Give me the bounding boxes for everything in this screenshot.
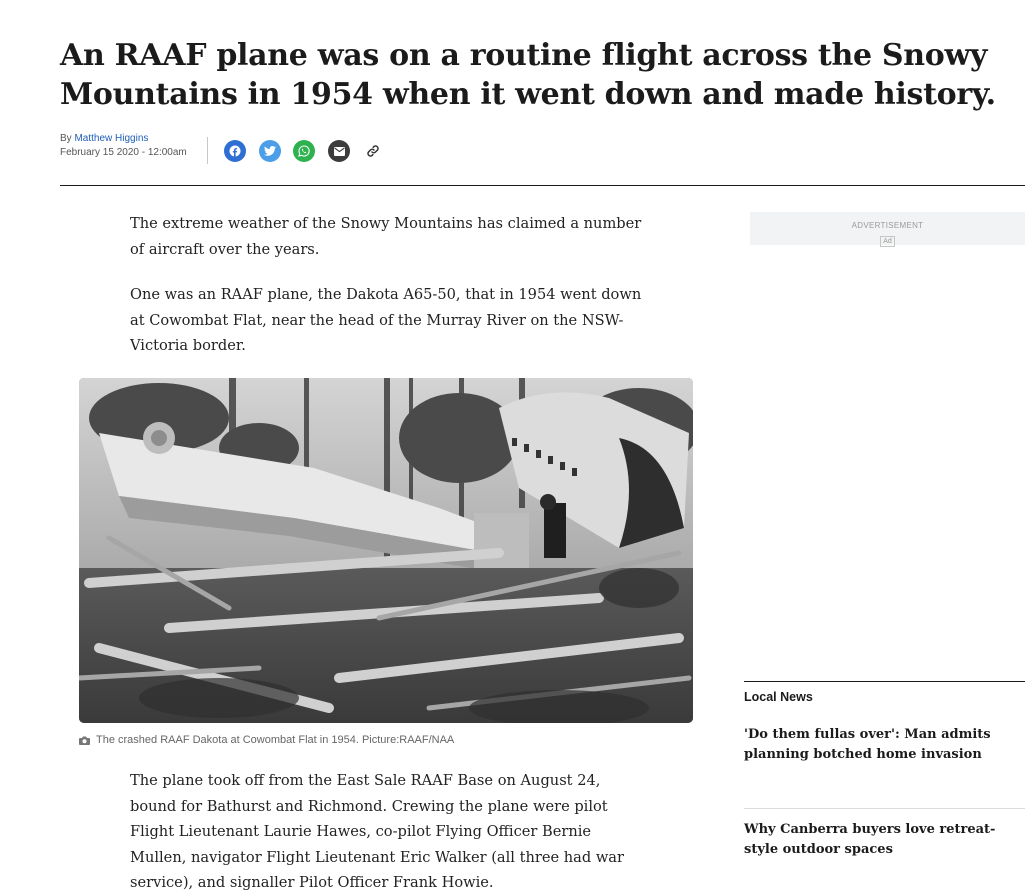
local-news-heading: Local News xyxy=(744,690,813,704)
link-icon xyxy=(366,144,380,158)
camera-icon xyxy=(79,736,90,745)
author-link[interactable]: Matthew Higgins xyxy=(74,133,149,144)
twitter-icon xyxy=(264,146,276,156)
local-news-link-1[interactable]: 'Do them fullas over': Man admits planning botched home invasion xyxy=(744,727,991,762)
facebook-icon xyxy=(229,145,241,157)
byline-prefix: By xyxy=(60,133,72,144)
share-whatsapp-button[interactable] xyxy=(293,140,315,162)
copy-link-button[interactable] xyxy=(362,140,384,162)
share-twitter-button[interactable] xyxy=(259,140,281,162)
whatsapp-icon xyxy=(298,145,310,157)
advertisement-slot[interactable] xyxy=(750,212,1025,245)
article-paragraph-1: The extreme weather of the Snowy Mountains has claimed a number of aircraft over the years. xyxy=(130,215,642,258)
image-caption-text: The crashed RAAF Dakota at Cowombat Flat in 1954. Picture:RAAF/NAA xyxy=(96,734,455,746)
header-divider xyxy=(60,185,1025,186)
article-headline: An RAAF plane was on a routine flight across the Snowy Mountains in 1954 when it went down and made history. xyxy=(60,38,996,112)
crash-scene-image xyxy=(79,378,693,723)
local-news-link-2[interactable]: Why Canberra buyers love retreat-style outdoor spaces xyxy=(744,822,996,857)
ad-label: ADVERTISEMENT xyxy=(851,221,924,230)
article-paragraph-2: One was an RAAF plane, the Dakota A65-50, that in 1954 went down at Cowombat Flat, near the head of the Murray River on the NSW-Victoria border. xyxy=(130,286,642,354)
local-news-divider xyxy=(744,681,1025,682)
share-email-button[interactable] xyxy=(328,140,350,162)
ad-badge: Ad xyxy=(880,236,895,247)
article-photo[interactable] xyxy=(79,378,693,723)
email-icon xyxy=(334,147,345,156)
byline xyxy=(60,132,187,159)
article-paragraph-3: The plane took off from the East Sale RAAF Base on August 24, bound for Bathurst and Richmond. Crewing the plane were pilot Flight Lieutenant Laurie Hawes, co-pilot Flying Officer Bernie Mullen, navigator Flight Lieutenant Eric Walker (all three had war service), and signaller Pilot Officer Frank Howie. xyxy=(130,772,624,891)
image-caption xyxy=(79,734,454,746)
publish-date: February 15 2020 - 12:00am xyxy=(60,147,187,158)
share-facebook-button[interactable] xyxy=(224,140,246,162)
share-divider xyxy=(207,137,208,164)
local-news-separator xyxy=(744,808,1025,809)
